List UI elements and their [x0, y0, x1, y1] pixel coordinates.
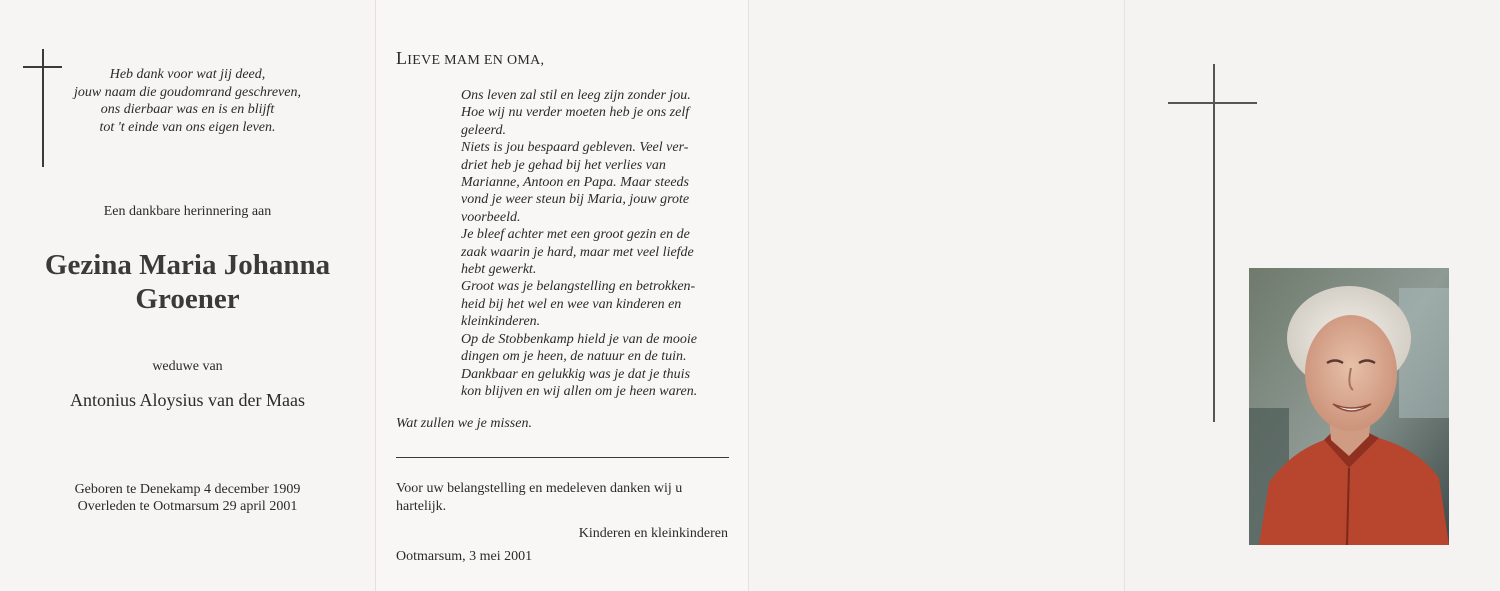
- poem-line: tot 't einde van ons eigen leven.: [99, 119, 276, 135]
- letter-line: hebt gewerkt.: [461, 262, 537, 278]
- poem-line: jouw naam die goudomrand geschreven,: [74, 84, 301, 100]
- portrait-photo: [1249, 268, 1449, 545]
- blank-inner-panel: [748, 0, 1124, 591]
- thanks-text: [396, 480, 736, 516]
- miss-line: Wat zullen we je missen.: [396, 416, 532, 431]
- thanks-line: hartelijk.: [396, 499, 447, 514]
- letter-line: Je bleef achter met een groot gezin en de: [461, 227, 690, 243]
- letter-line: Marianne, Antoon en Papa. Maar steeds: [461, 175, 689, 191]
- letter-line: kleinkinderen.: [461, 314, 541, 330]
- birth-line: Geboren te Denekamp 4 december 1909: [74, 482, 301, 497]
- letter-line: Hoe wij nu verder moeten heb je ons zelf: [461, 105, 690, 121]
- deceased-name-line1: Gezina Maria Johanna: [44, 249, 331, 281]
- letter-body: [461, 87, 751, 400]
- letter-line: Op de Stobbenkamp hield je van de mooie: [461, 331, 697, 347]
- life-dates: [0, 481, 375, 515]
- widow-caption: weduwe van: [152, 359, 223, 374]
- letter-line: Niets is jou bespaard gebleven. Veel ver-: [461, 140, 689, 156]
- letter-greeting: [396, 48, 544, 69]
- letter-line: Dankbaar en gelukkig was je dat je thuis: [461, 366, 691, 382]
- thanks-line: Voor uw belangstelling en medeleven danken wij u: [396, 481, 683, 496]
- letter-line: kon blijven en wij allen om je heen waren.: [461, 383, 698, 399]
- signature: Kinderen en kleinkinderen: [578, 526, 728, 541]
- place-date: Ootmarsum, 3 mei 2001: [396, 549, 533, 564]
- letter-line: heid bij het wel en wee van kinderen en: [461, 296, 682, 312]
- poem-line: ons dierbaar was en is en blijft: [100, 102, 275, 117]
- letter-line: voorbeeld.: [461, 209, 521, 225]
- greeting-rest: IEVE MAM EN OMA,: [407, 53, 545, 68]
- deceased-name-line2: Groener: [135, 283, 240, 315]
- letter-line: driet heb je gehad bij het verlies van: [461, 157, 666, 173]
- letter-line: Groot was je belangstelling en betrokken-: [461, 279, 696, 295]
- deceased-name: [0, 248, 375, 316]
- letter-line: zaak waarin je hard, maar met veel liefde: [461, 244, 694, 260]
- spouse-name: Antonius Aloysius van der Maas: [70, 390, 305, 410]
- letter-line: dingen om je heen, de natuur en de tuin.: [461, 349, 687, 365]
- memorial-card-front-panel: [0, 0, 375, 591]
- letter-line: geleerd.: [461, 122, 506, 138]
- poem-line: Heb dank voor wat jij deed,: [109, 67, 266, 82]
- memorial-card-back-panel: [1124, 0, 1500, 591]
- letter-line: Ons leven zal stil en leeg zijn zonder jou.: [461, 88, 691, 103]
- memory-caption: Een dankbare herinnering aan: [103, 204, 272, 219]
- greeting-initial: L: [396, 48, 408, 68]
- memorial-letter-panel: [375, 0, 748, 591]
- memorial-poem: [60, 66, 315, 136]
- letter-line: vond je weer steun bij Maria, jouw grote: [461, 192, 690, 208]
- divider: [396, 457, 729, 458]
- death-line: Overleden te Ootmarsum 29 april 2001: [77, 499, 298, 514]
